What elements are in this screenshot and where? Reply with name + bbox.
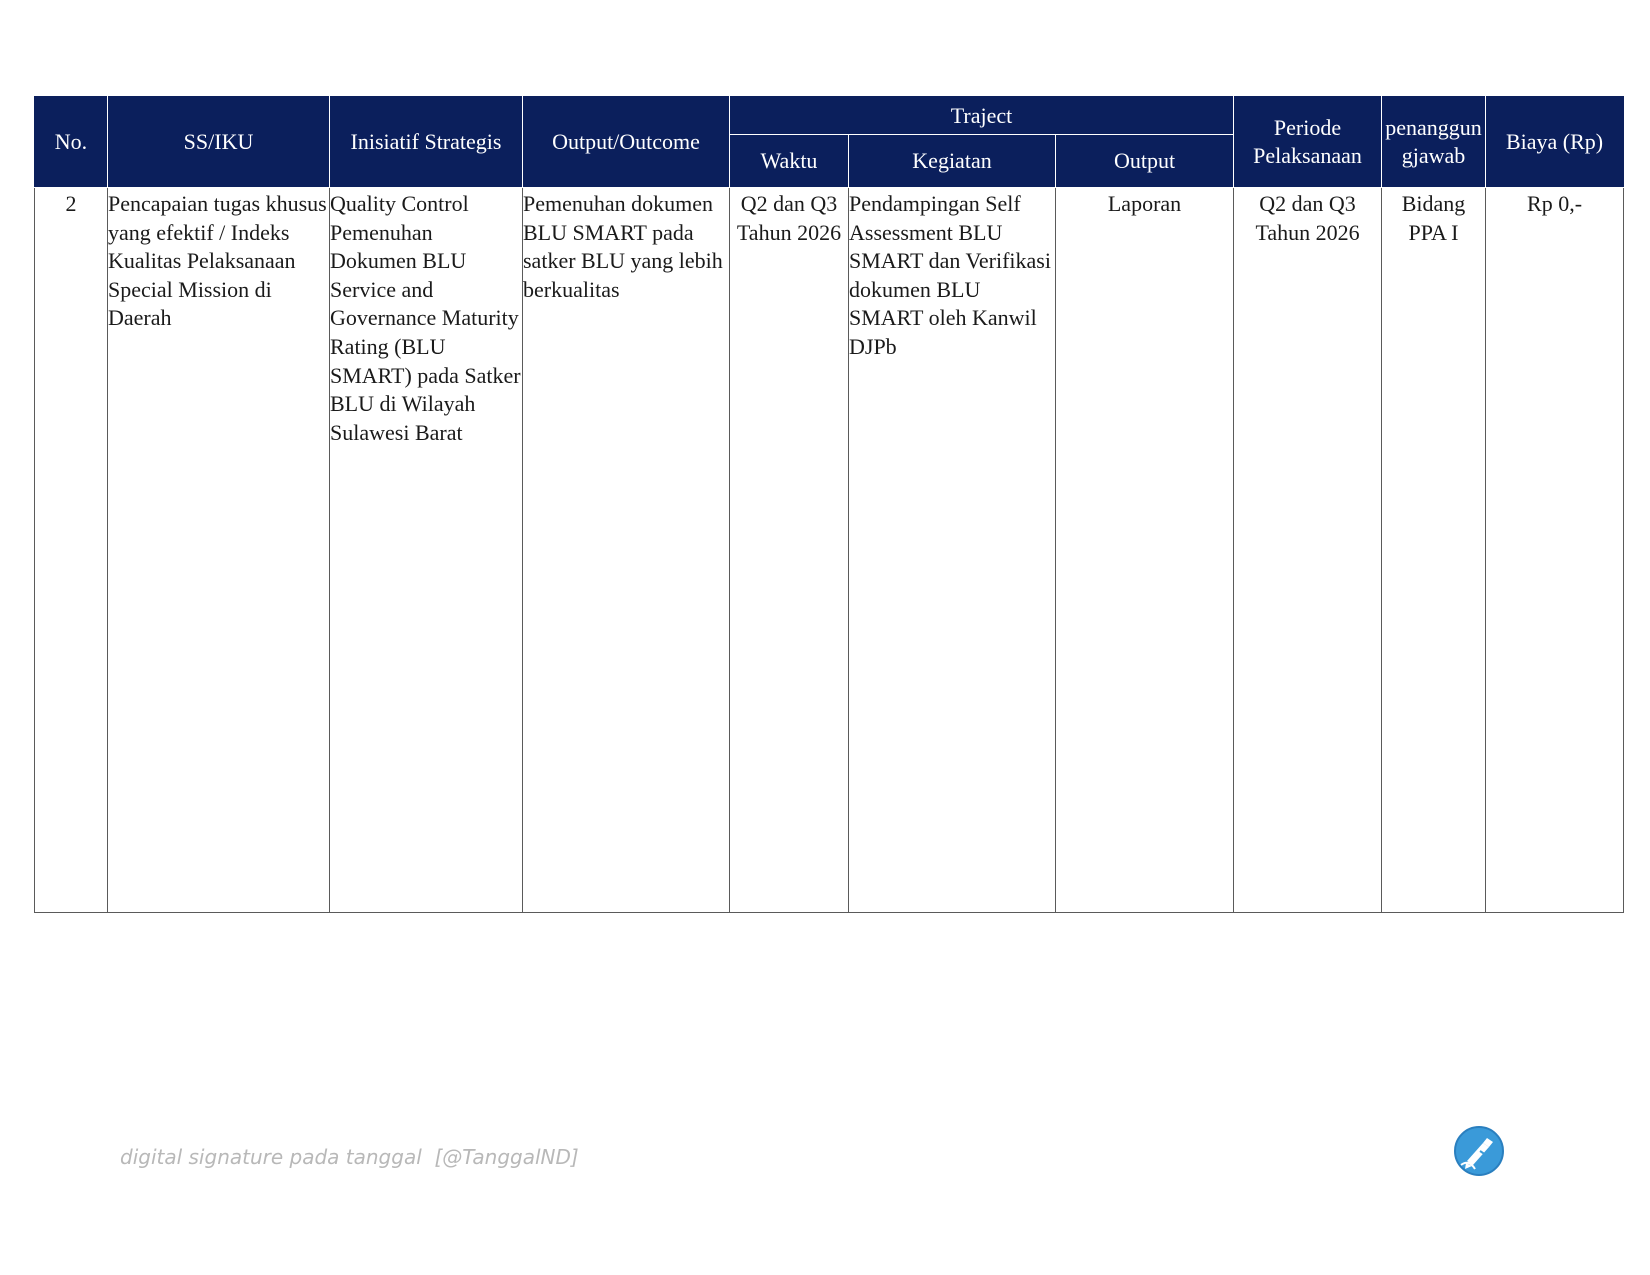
cell-periode-pelaksanaan: Q2 dan Q3 Tahun 2026 [1234,188,1382,913]
header-output: Output [1056,135,1234,188]
cell-output: Laporan [1056,188,1234,913]
header-penanggungjawab: penanggungjawab [1382,97,1486,188]
header-kegiatan: Kegiatan [849,135,1056,188]
table-header [35,97,1624,188]
header-waktu: Waktu [730,135,849,188]
header-output-outcome: Output/Outcome [523,97,730,188]
cell-inisiatif-strategis: Quality Control Pemenuhan Dokumen BLU Service and Governance Maturity Rating (BLU SMART) pada Satker BLU di Wilayah Sulawesi Barat [330,188,523,913]
cell-kegiatan: Pendampingan Self Assessment BLU SMART dan Verifikasi dokumen BLU SMART oleh Kanwil DJPb [849,188,1056,913]
header-no: No. [35,97,108,188]
work-plan-table [34,96,1624,913]
header-biaya: Biaya (Rp) [1486,97,1624,188]
digital-signature-pen-icon [1453,1125,1505,1177]
header-periode-pelaksanaan: Periode Pelaksanaan [1234,97,1382,188]
cell-waktu: Q2 dan Q3 Tahun 2026 [730,188,849,913]
header-inisiatif-strategis: Inisiatif Strategis [330,97,523,188]
header-ss-iku: SS/IKU [108,97,330,188]
cell-ss-iku: Pencapaian tugas khusus yang efektif / Indeks Kualitas Pelaksanaan Special Mission di Daerah [108,188,330,913]
table-row [35,188,1624,913]
cell-output-outcome: Pemenuhan dokumen BLU SMART pada satker BLU yang lebih berkualitas [523,188,730,913]
cell-no: 2 [35,188,108,913]
digital-signature-note: digital signature pada tanggal [@TanggalND] [120,1145,579,1169]
cell-biaya: Rp 0,- [1486,188,1624,913]
cell-penanggungjawab: Bidang PPA I [1382,188,1486,913]
work-plan-sheet [34,96,1623,913]
header-traject: Traject [730,97,1234,135]
